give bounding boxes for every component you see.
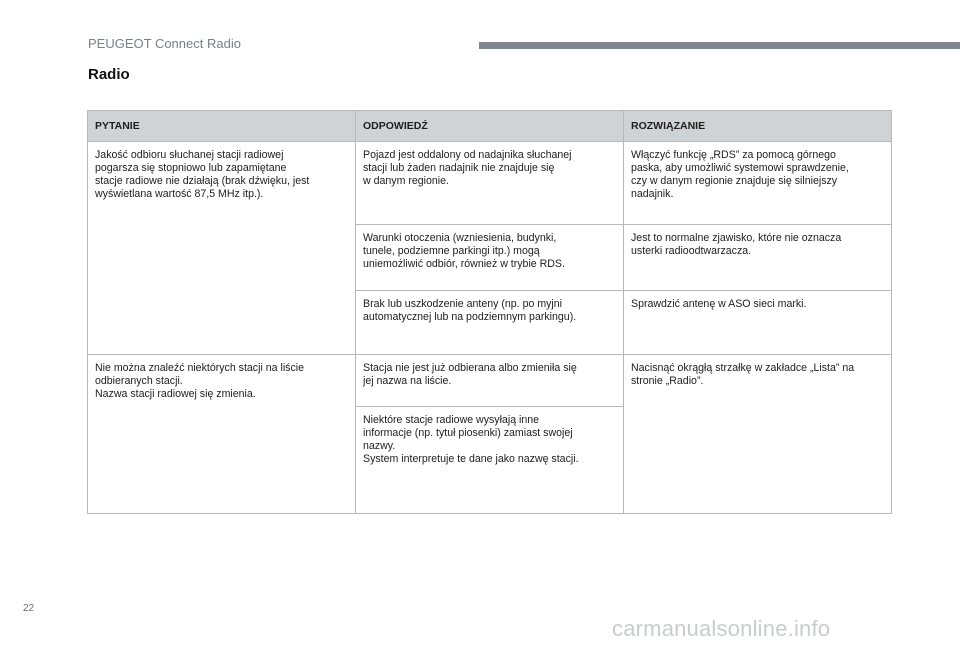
section-title: Radio — [88, 66, 130, 83]
header-bar — [479, 42, 960, 49]
solution-cell: Nacisnąć okrągłą strzałkę w zakładce „Lista” na stronie „Radio”. — [624, 355, 892, 514]
solution-cell: Włączyć funkcję „RDS” za pomocą górnego paska, aby umożliwić systemowi sprawdzenie, czy w danym regionie znajduje się silniejszy nadajnik. — [624, 142, 892, 225]
column-header-answer: ODPOWIEDŹ — [356, 111, 624, 142]
answer-cell: Brak lub uszkodzenie anteny (np. po myjni automatycznej lub na podziemnym parkingu). — [356, 291, 624, 355]
faq-table — [87, 110, 892, 514]
column-header-question: PYTANIE — [88, 111, 356, 142]
solution-cell: Jest to normalne zjawisko, które nie oznacza usterki radioodtwarzacza. — [624, 225, 892, 291]
table-header-row — [88, 111, 892, 142]
column-header-solution: ROZWIĄZANIE — [624, 111, 892, 142]
answer-cell: Warunki otoczenia (wzniesienia, budynki, tunele, podziemne parkingi itp.) mogą uniemożliwić odbiór, również w trybie RDS. — [356, 225, 624, 291]
answer-cell: Pojazd jest oddalony od nadajnika słuchanej stacji lub żaden nadajnik nie znajduje się w danym regionie. — [356, 142, 624, 225]
answer-cell: Niektóre stacje radiowe wysyłają inne informacje (np. tytuł piosenki) zamiast swojej nazwy. System interpretuje te dane jako nazwę stacji. — [356, 407, 624, 514]
document-header: PEUGEOT Connect Radio — [88, 36, 241, 51]
question-cell: Nie można znaleźć niektórych stacji na liście odbieranych stacji. Nazwa stacji radiowej się zmienia. — [88, 355, 356, 514]
question-cell: Jakość odbioru słuchanej stacji radiowej pogarsza się stopniowo lub zapamiętane stacje radiowe nie działają (brak dźwięku, jest wyświetlana wartość 87,5 MHz itp.). — [88, 142, 356, 355]
solution-cell: Sprawdzić antenę w ASO sieci marki. — [624, 291, 892, 355]
watermark: carmanualsonline.info — [612, 616, 831, 641]
page-number: 22 — [23, 603, 35, 614]
answer-cell: Stacja nie jest już odbierana albo zmieniła się jej nazwa na liście. — [356, 355, 624, 407]
table-row — [88, 142, 892, 225]
table-row — [88, 355, 892, 407]
